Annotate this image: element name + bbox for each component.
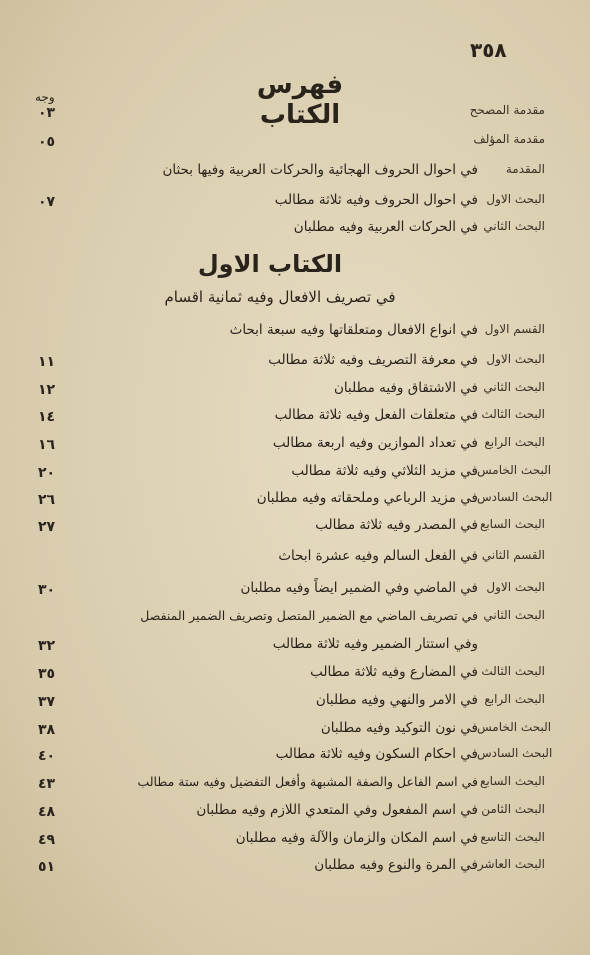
toc-label: البحث السابع <box>479 517 545 531</box>
toc-label: البحث الثاني <box>483 380 545 394</box>
toc-page: ١٢ <box>38 382 56 398</box>
toc-row <box>0 407 590 431</box>
toc-row <box>0 580 590 604</box>
toc-page: ٣٥ <box>38 666 56 682</box>
toc-row <box>0 608 590 632</box>
toc-row <box>0 720 590 744</box>
toc-label: البحث الثالث <box>481 407 545 421</box>
toc-page: ٤٠ <box>38 748 56 764</box>
toc-page: ١٦ <box>38 437 56 453</box>
toc-page: ١١ <box>38 354 56 370</box>
toc-label: البحث الاول <box>486 192 545 206</box>
toc-text: في الماضي وفي الضمير ايضاً وفيه مطلبان <box>240 580 478 596</box>
toc-text: في اسم الفاعل والصفة المشبهة وأفعل التفضيل وفيه ستة مطالب <box>137 774 478 789</box>
toc-row <box>0 830 590 854</box>
toc-row <box>0 517 590 541</box>
toc-label: مقدمة المصحح <box>469 103 545 117</box>
toc-label: البحث الرابع <box>484 435 545 449</box>
toc-text: في المرة والنوع وفيه مطلبان <box>314 857 478 873</box>
toc-row <box>0 548 590 572</box>
toc-text: في تصريف الماضي مع الضمير المتصل وتصريف الضمير المنفصل <box>140 608 478 623</box>
toc-text: في الفعل السالم وفيه عشرة ابحاث <box>278 548 478 564</box>
toc-label: البحث الخامس <box>477 463 552 477</box>
toc-text: في الحركات العربية وفيه مطلبان <box>293 219 478 235</box>
toc-label: البحث الثامن <box>481 802 545 816</box>
toc-label: البحث السابع <box>479 774 545 788</box>
toc-text: في متعلقات الفعل وفيه ثلاثة مطالب <box>274 407 478 423</box>
toc-text: في احكام السكون وفيه ثلاثة مطالب <box>275 746 478 762</box>
toc-text: في الامر والنهي وفيه مطلبان <box>315 692 478 708</box>
toc-text: في انواع الافعال ومتعلقاتها وفيه سبعة ابحاث <box>229 322 478 338</box>
toc-page: ٠٣ <box>38 105 56 121</box>
toc-text: في تعداد الموازين وفيه اربعة مطالب <box>272 435 478 451</box>
toc-text: في معرفة التصريف وفيه ثلاثة مطالب <box>268 352 478 368</box>
page-number: ٣٥٨ <box>470 38 507 62</box>
toc-label: البحث السادس <box>477 490 553 504</box>
toc-page: ٠٧ <box>38 194 56 210</box>
toc-row <box>0 322 590 346</box>
toc-text: في نون التوكيد وفيه مطلبان <box>320 720 478 736</box>
toc-text: في الاشتقاق وفيه مطلبان <box>334 380 478 396</box>
toc-label: البحث الخامس <box>477 720 552 734</box>
toc-row <box>0 490 590 514</box>
toc-row <box>0 219 590 243</box>
toc-label: القسم الاول <box>484 322 545 336</box>
toc-row <box>0 103 590 127</box>
toc-label: البحث الثاني <box>483 608 545 622</box>
toc-row <box>0 636 590 660</box>
toc-row <box>0 352 590 376</box>
toc-label: البحث الاول <box>486 352 545 366</box>
book-title: الكتاب الاول <box>197 250 343 278</box>
toc-text: في اسم المفعول وفي المتعدي اللازم وفيه مطلبان <box>196 802 478 818</box>
toc-text: في مزيد الثلاثي وفيه ثلاثة مطالب <box>291 463 478 479</box>
toc-page: ٣٠ <box>38 582 56 598</box>
page-title: فهرس الكتاب <box>256 70 344 130</box>
toc-text: في اسم المكان والزمان والآلة وفيه مطلبان <box>235 830 478 846</box>
page-column-header: وجه <box>35 90 55 104</box>
toc-row <box>0 162 590 186</box>
toc-label: البحث التاسع <box>480 830 545 844</box>
toc-text: في مزيد الرباعي وملحقاته وفيه مطلبان <box>256 490 478 506</box>
toc-label: البحث الرابع <box>484 692 545 706</box>
toc-row <box>0 857 590 881</box>
toc-row <box>0 802 590 826</box>
toc-label: البحث الاول <box>486 580 545 594</box>
toc-page: ١٤ <box>38 409 56 425</box>
toc-page: ٤٣ <box>38 776 56 792</box>
toc-row <box>0 380 590 404</box>
toc-page: ٥١ <box>38 859 56 875</box>
toc-page: ٤٨ <box>38 804 56 820</box>
toc-row <box>0 192 590 216</box>
toc-text: وفي استتار الضمير وفيه ثلاثة مطالب <box>272 636 478 652</box>
toc-text: في المصدر وفيه ثلاثة مطالب <box>315 517 478 533</box>
toc-page: ٢٠ <box>38 465 56 481</box>
toc-page: ٢٧ <box>38 519 56 535</box>
toc-label: البحث الثاني <box>483 219 545 233</box>
toc-label: القسم الثاني <box>481 548 545 562</box>
toc-label: المقدمة <box>505 162 545 176</box>
toc-page: ٤٩ <box>38 832 56 848</box>
book-subtitle: في تصريف الافعال وفيه ثمانية اقسام <box>164 288 396 306</box>
toc-row <box>0 463 590 487</box>
toc-page: ٣٢ <box>38 638 56 654</box>
toc-text: في احوال الحروف وفيه ثلاثة مطالب <box>274 192 478 208</box>
toc-label: البحث السادس <box>477 746 553 760</box>
toc-label: مقدمة المؤلف <box>473 132 545 146</box>
toc-label: البحث الثالث <box>481 664 545 678</box>
toc-row <box>0 435 590 459</box>
toc-text: في احوال الحروف الهجائية والحركات العربية وفيها بحثان <box>162 162 478 178</box>
toc-row <box>0 774 590 798</box>
toc-row <box>0 664 590 688</box>
toc-page: ٢٦ <box>38 492 56 508</box>
toc-text: في المضارع وفيه ثلاثة مطالب <box>310 664 478 680</box>
toc-page: ٠٥ <box>38 134 56 150</box>
toc-row <box>0 132 590 156</box>
toc-row <box>0 692 590 716</box>
toc-row <box>0 746 590 770</box>
toc-page: ٣٧ <box>38 694 56 710</box>
toc-page: ٣٨ <box>38 722 56 738</box>
toc-label: البحث العاشر <box>477 857 545 871</box>
